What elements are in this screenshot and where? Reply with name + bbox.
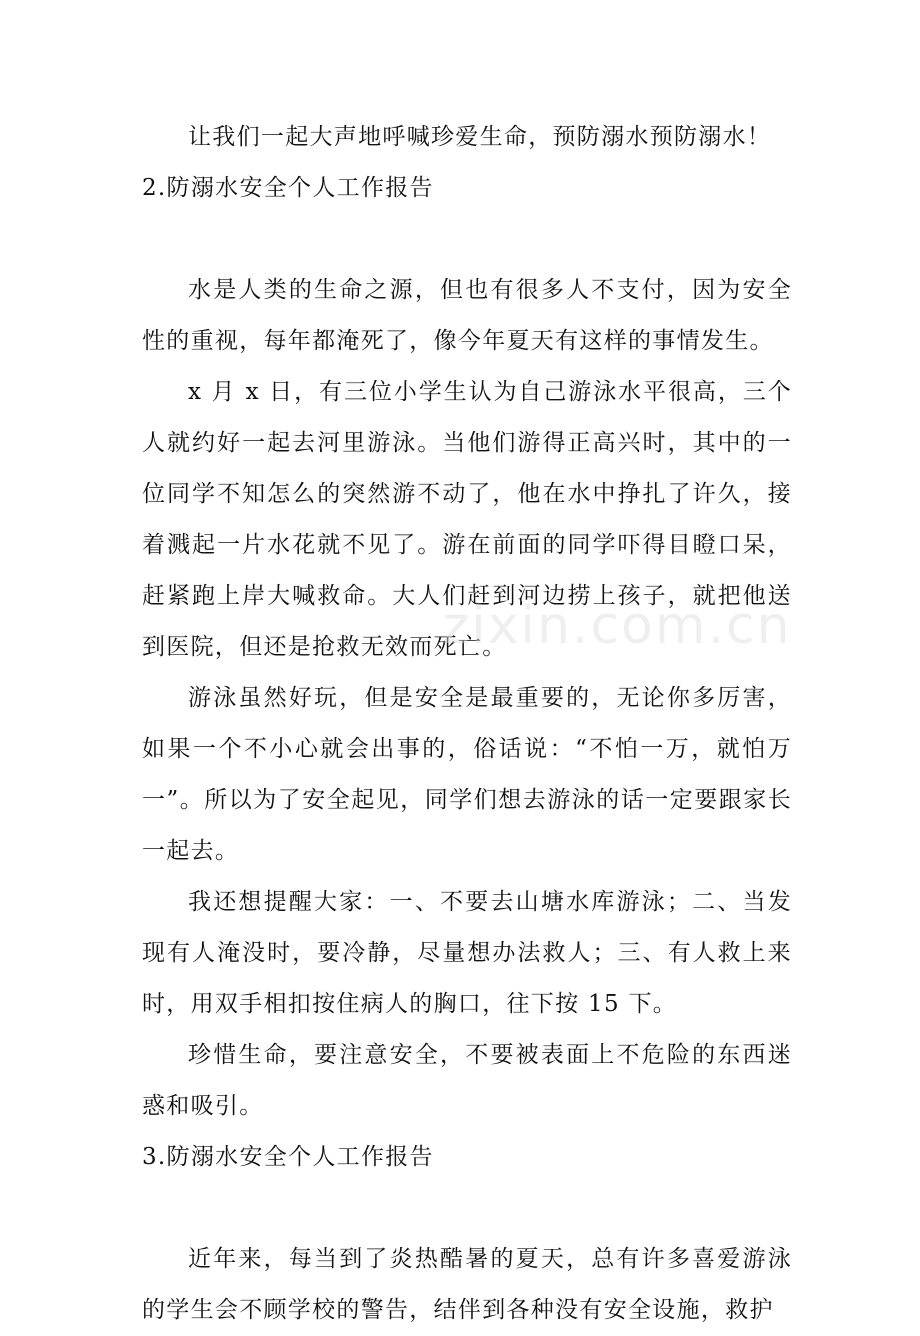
body-paragraph: 我还想提醒大家：一、不要去山塘水库游泳；二、当发现有人淹没时，要冷静，尽量想办法救人；三、有人救上来时，用双手相扣按住病人的胸口，往下按 15 下。 [142, 889, 792, 1017]
document-body [142, 112, 792, 1336]
spacer [142, 214, 792, 265]
body-paragraph: 近年来，每当到了炎热酷暑的夏天，总有许多喜爱游泳的学生会不顾学校的警告，结伴到各种没有安全设施，救护 [142, 1246, 792, 1323]
closing-paragraph: 让我们一起大声地呼喊珍爱生命，预防溺水预防溺水！ [188, 124, 772, 150]
section-heading-2: 2.防溺水安全个人工作报告 [142, 175, 434, 201]
section-heading-3: 3.防溺水安全个人工作报告 [142, 1144, 434, 1170]
body-paragraph: x 月 x 日，有三位小学生认为自己游泳水平很高，三个人就约好一起去河里游泳。当他们游得正高兴时，其中的一位同学不知怎么的突然游不动了，他在水中挣扎了许久，接着溅起一片水花就不见了。游在前面的同学吓得目瞪口呆，赶紧跑上岸大喊救命。大人们赶到河边捞上孩子，就把他送到医院，但还是抢救无效而死亡。 [142, 379, 792, 660]
watermark: zixin.com.cn [442, 596, 792, 656]
body-paragraph: 珍惜生命，要注意安全，不要被表面上不危险的东西迷惑和吸引。 [142, 1042, 792, 1119]
body-paragraph: 水是人类的生命之源，但也有很多人不支付，因为安全性的重视，每年都淹死了，像今年夏天有这样的事情发生。 [142, 277, 792, 354]
spacer [142, 1183, 792, 1234]
body-paragraph: 游泳虽然好玩，但是安全是最重要的，无论你多厉害，如果一个不小心就会出事的，俗话说：“不怕一万，就怕万一”。所以为了安全起见，同学们想去游泳的话一定要跟家长一起去。 [142, 685, 792, 864]
